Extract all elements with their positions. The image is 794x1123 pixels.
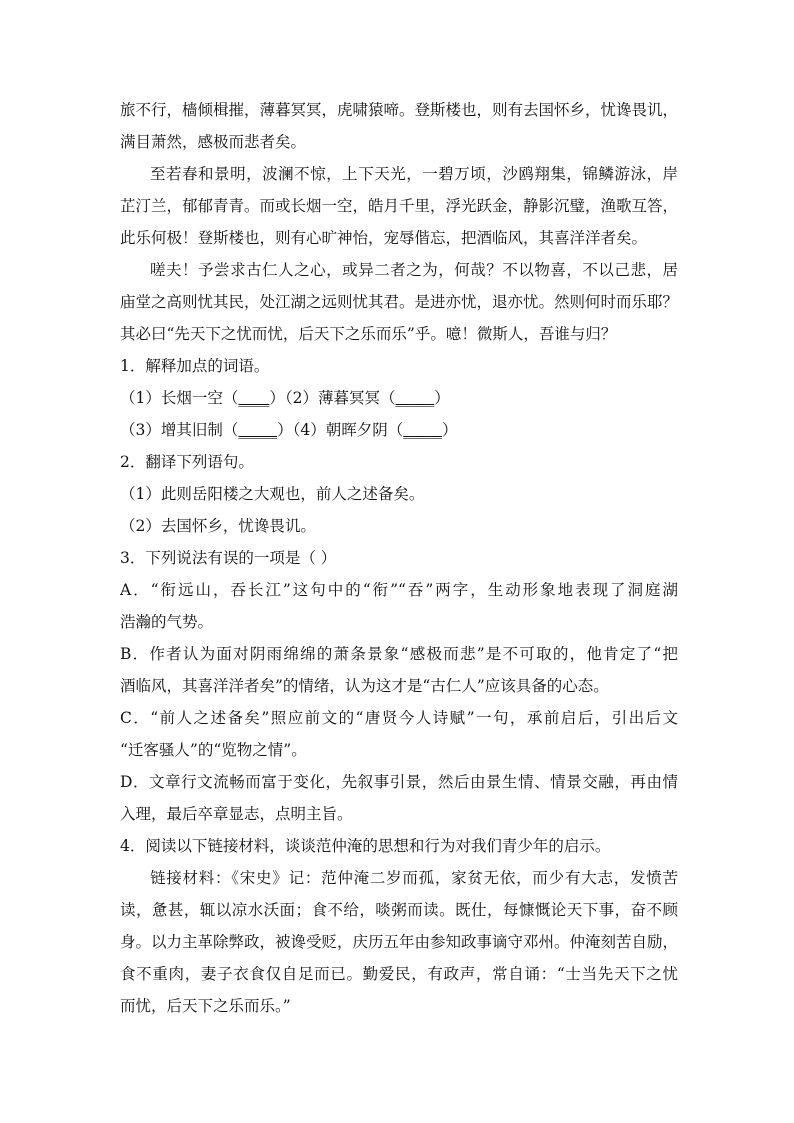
passage-line: 满目萧然，感极而悲者矣。 <box>120 133 307 151</box>
question-2-item: （2）去国怀乡，忧谗畏讥。 <box>120 517 316 535</box>
material-line: 身。以力主革除弊政，被谗受贬，庆历五年由参知政事谪守邓州。仲淹刻苦自励， <box>120 933 678 951</box>
option-c: “迁客骚人”的“览物之情”。 <box>120 741 307 759</box>
question-1-row <box>120 382 678 414</box>
item-label: ） <box>434 389 450 407</box>
answer-blank[interactable]: _____ <box>238 421 278 439</box>
passage-line: 嗟夫！予尝求古仁人之心，或异二者之为，何哉？不以物喜，不以己悲，居 <box>150 261 678 279</box>
material-line: 链接材料：《宋史》记：范仲淹二岁而孤，家贫无依，而少有大志，发愤苦 <box>150 869 678 887</box>
item-label: ）（2）薄暮冥冥（ <box>269 389 396 407</box>
question-3-stem: 3．下列说法有误的一项是（ ） <box>120 549 337 567</box>
answer-blank[interactable]: _____ <box>395 389 435 407</box>
option-a: A．“衔远山，吞长江”这句中的“衔”“吞”两字，生动形象地表现了洞庭湖 <box>120 581 678 599</box>
option-b: 酒临风，其喜洋洋者矣”的情绪，认为这才是“古仁人”应该具备的心态。 <box>120 677 609 695</box>
answer-blank[interactable]: _____ <box>403 421 442 439</box>
question-2-stem: 2．翻译下列语句。 <box>120 453 254 471</box>
question-4-stem: 4．阅读以下链接材料，谈谈范仲淹的思想和行为对我们青少年的启示。 <box>120 837 611 855</box>
passage-line: 庙堂之高则忧其民，处江湖之远则忧其君。是进亦忧，退亦忧。然则何时而乐耶？ <box>120 293 678 311</box>
passage-line: 芷汀兰，郁郁青青。而或长烟一空，皓月千里，浮光跃金，静影沉璧，渔歌互答， <box>120 197 678 215</box>
option-c: C．“前人之述备矣”照应前文的“唐贤今人诗赋”一句，承前启后，引出后文 <box>120 709 678 727</box>
material-line: 而忧，后天下之乐而乐。” <box>120 997 291 1015</box>
page-content <box>120 94 678 1022</box>
passage-line: 至若春和景明，波澜不惊，上下天光，一碧万顷，沙鸥翔集，锦鳞游泳，岸 <box>150 165 678 183</box>
passage-line: 其必曰“先天下之忧而忧，后天下之乐而乐”乎。噫！微斯人，吾谁与归？ <box>120 325 617 343</box>
item-label: （1）长烟一空（ <box>120 389 239 407</box>
material-line: 读，惫甚，辄以凉水沃面；食不给，啖粥而读。既仕，每慷慨论天下事，奋不顾 <box>120 901 678 919</box>
passage-line: 旅不行，樯倾楫摧，薄暮冥冥，虎啸猿啼。登斯楼也，则有去国怀乡，忧谗畏讥， <box>120 101 678 119</box>
question-2-item: （1）此则岳阳楼之大观也，前人之述备矣。 <box>120 485 425 503</box>
question-1-stem: 1．解释加点的词语。 <box>120 357 270 375</box>
answer-blank[interactable]: ____ <box>238 389 270 407</box>
option-d: 入理，最后卒章显志，点明主旨。 <box>120 805 353 823</box>
option-d: D．文章行文流畅而富于变化，先叙事引景，然后由景生情、情景交融，再由情 <box>120 773 678 791</box>
item-label: ）（4）朝晖夕阴（ <box>277 421 404 439</box>
option-b: B．作者认为面对阴雨绵绵的萧条景象“感极而悲”是不可取的，他肯定了“把 <box>120 645 678 663</box>
item-label: ） <box>442 421 458 439</box>
option-a: 浩瀚的气势。 <box>120 613 214 631</box>
question-1-row <box>120 414 678 446</box>
passage-line: 此乐何极！登斯楼也，则有心旷神怡，宠辱偕忘，把酒临风，其喜洋洋者矣。 <box>120 229 648 247</box>
material-line: 食不重肉，妻子衣食仅自足而已。勤爱民，有政声，常自诵：“士当先天下之忧 <box>120 965 678 983</box>
item-label: （3）增其旧制（ <box>120 421 239 439</box>
